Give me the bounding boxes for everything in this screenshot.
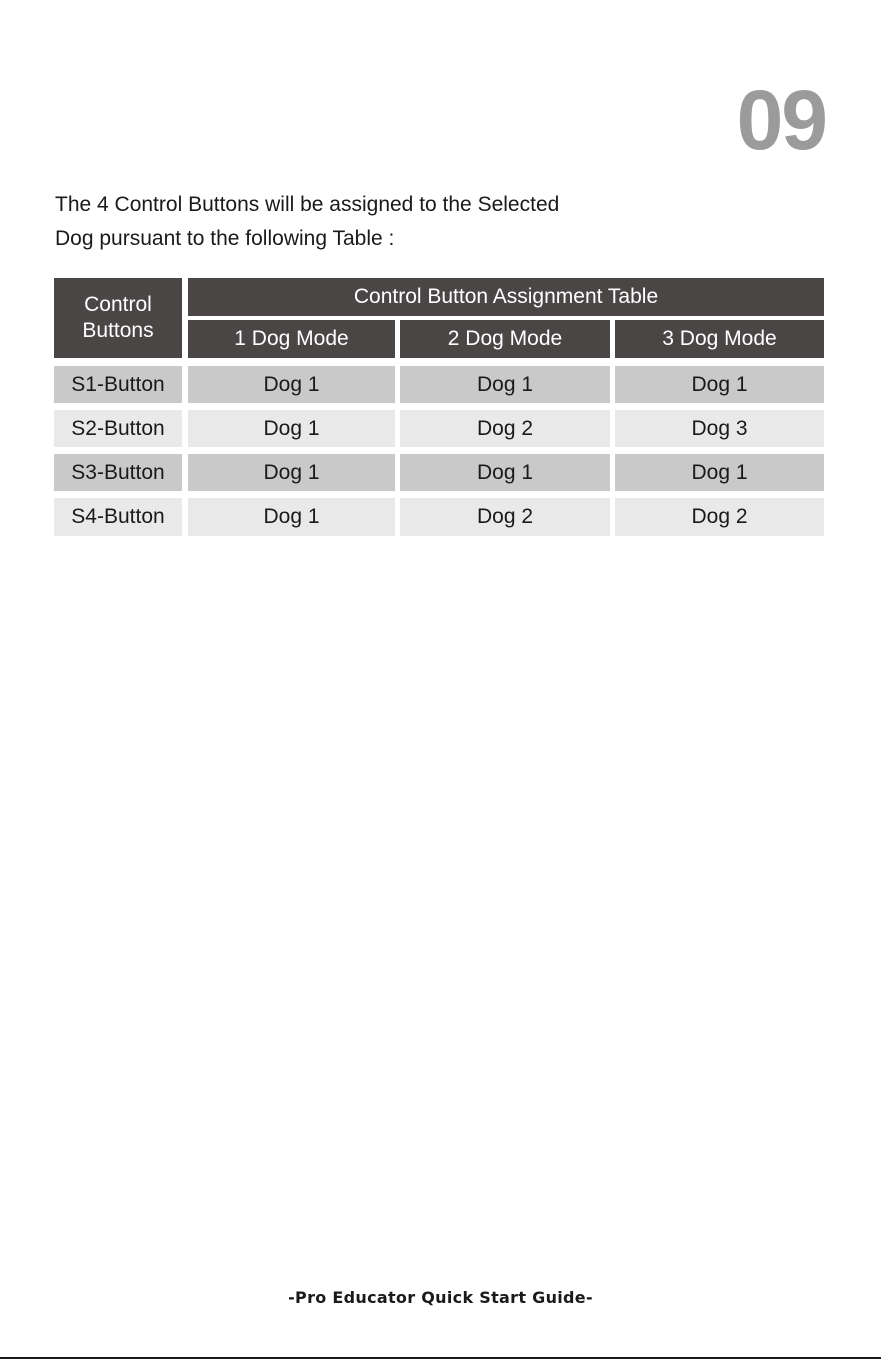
table-cell: Dog 1	[400, 454, 610, 491]
table-cell: Dog 1	[615, 366, 824, 403]
row-label-s4: S4-Button	[54, 498, 182, 536]
footer-title: -Pro Educator Quick Start Guide-	[288, 1288, 593, 1307]
column-header-1-dog-mode: 1 Dog Mode	[188, 320, 395, 358]
corner-header	[54, 278, 182, 358]
table-cell: Dog 1	[615, 454, 824, 491]
table-cell: Dog 1	[188, 410, 395, 447]
intro-line-2: Dog pursuant to the following Table :	[55, 227, 395, 250]
row-label-s2: S2-Button	[54, 410, 182, 447]
intro-text	[55, 188, 825, 256]
table-cell: Dog 1	[188, 454, 395, 491]
bottom-rule	[0, 1357, 881, 1359]
control-button-assignment-table	[54, 278, 824, 536]
row-label-s3: S3-Button	[54, 454, 182, 491]
table-cell: Dog 2	[615, 498, 824, 536]
column-header-3-dog-mode: 3 Dog Mode	[615, 320, 824, 358]
table-cell: Dog 2	[400, 410, 610, 447]
table-cell: Dog 1	[188, 498, 395, 536]
corner-header-line-1: Control	[84, 293, 152, 316]
page-number: 09	[736, 73, 826, 167]
table-cell: Dog 1	[188, 366, 395, 403]
intro-line-1: The 4 Control Buttons will be assigned to the Selected	[55, 193, 560, 216]
column-header-2-dog-mode: 2 Dog Mode	[400, 320, 610, 358]
table-cell: Dog 3	[615, 410, 824, 447]
row-label-s1: S1-Button	[54, 366, 182, 403]
group-header: Control Button Assignment Table	[188, 278, 824, 316]
table-cell: Dog 1	[400, 366, 610, 403]
corner-header-line-2: Buttons	[82, 319, 154, 342]
table-cell: Dog 2	[400, 498, 610, 536]
